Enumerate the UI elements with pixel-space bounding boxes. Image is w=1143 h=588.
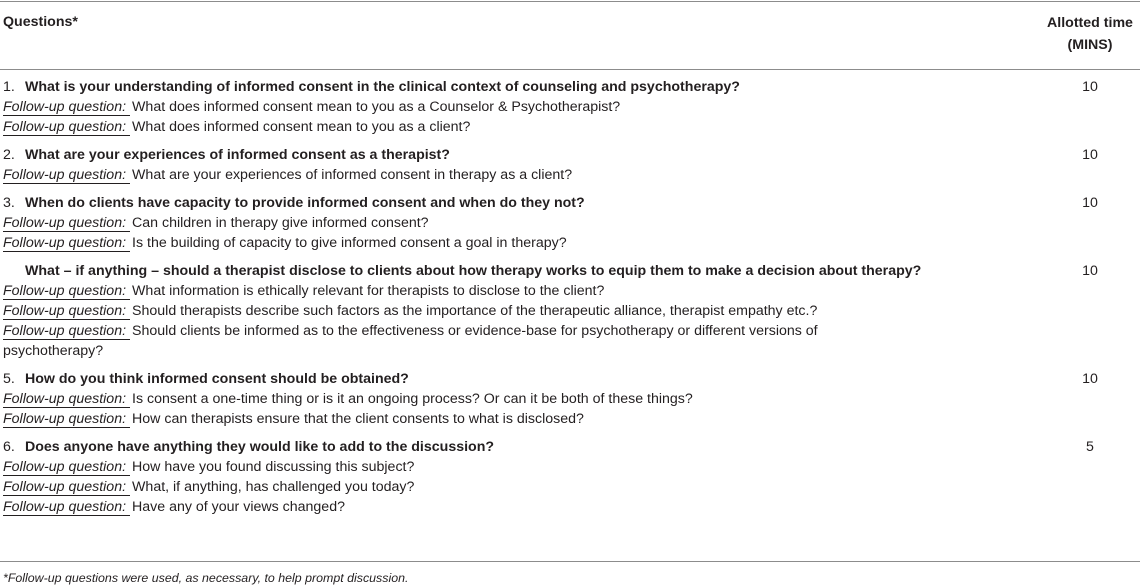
header-time-line1: Allotted time <box>1047 15 1133 31</box>
followup-label: Follow-up question: <box>3 411 130 428</box>
question-line <box>0 437 963 457</box>
followup-question <box>0 281 883 301</box>
followup-text: How can therapists ensure that the client consents to what is disclosed? <box>132 411 584 427</box>
followup-question <box>0 233 883 253</box>
question-number <box>3 261 25 281</box>
followup-text: What does informed consent mean to you as a client? <box>132 119 471 135</box>
followup-text: What does informed consent mean to you as a Counselor & Psychotherapist? <box>132 99 621 115</box>
followup-question <box>0 301 883 321</box>
table-footnote: *Follow-up questions were used, as necessary, to help prompt discussion. <box>3 571 409 585</box>
allotted-time-value: 10 <box>1082 79 1098 95</box>
followup-label: Follow-up question: <box>3 499 130 516</box>
followup-question <box>0 477 883 497</box>
table-row <box>0 261 1143 361</box>
table-row <box>0 145 1143 185</box>
allotted-time-value: 5 <box>1086 439 1094 455</box>
followup-text: What, if anything, has challenged you today? <box>132 479 415 495</box>
question-text: When do clients have capacity to provide informed consent and when do they not? <box>25 195 585 211</box>
followup-text: Should therapists describe such factors as the importance of the therapeutic alliance, therapist empathy etc.? <box>132 303 818 319</box>
followup-question <box>0 389 883 409</box>
question-text: How do you think informed consent should be obtained? <box>25 371 409 387</box>
question-text: What is your understanding of informed consent in the clinical context of counseling and psychotherapy? <box>25 79 740 95</box>
question-text: What are your experiences of informed consent as a therapist? <box>25 147 450 163</box>
followup-question <box>0 97 883 117</box>
followup-label: Follow-up question: <box>3 479 130 496</box>
table-body <box>0 77 1143 525</box>
followup-question <box>0 409 883 429</box>
question-line <box>0 369 963 389</box>
table-top-rule <box>0 1 1140 2</box>
followup-question <box>0 117 883 137</box>
question-number: 5. <box>3 371 15 387</box>
table-row <box>0 77 1143 137</box>
followup-label: Follow-up question: <box>3 323 130 340</box>
allotted-time-value: 10 <box>1082 195 1098 211</box>
followup-question <box>0 321 883 361</box>
question-text: What – if anything – should a therapist disclose to clients about how therapy works to equip them to make a decision about therapy? <box>25 263 922 279</box>
header-questions: Questions* <box>3 14 78 30</box>
followup-question <box>0 165 883 185</box>
question-number: 1. <box>3 79 15 95</box>
table-bottom-rule <box>0 561 1140 562</box>
followup-text: What are your experiences of informed consent in therapy as a client? <box>132 167 573 183</box>
question-number: 2. <box>3 147 15 163</box>
question-line <box>0 77 963 97</box>
followup-label: Follow-up question: <box>3 215 130 232</box>
allotted-time-value: 10 <box>1082 147 1098 163</box>
header-allotted-time <box>1040 12 1140 56</box>
followup-text: How have you found discussing this subject? <box>132 459 415 475</box>
followup-label: Follow-up question: <box>3 303 130 320</box>
followup-label: Follow-up question: <box>3 391 130 408</box>
followup-text: What information is ethically relevant for therapists to disclose to the client? <box>132 283 605 299</box>
table-row <box>0 193 1143 253</box>
followup-text: Is consent a one-time thing or is it an ongoing process? Or can it be both of these things? <box>132 391 693 407</box>
header-rule <box>0 69 1140 70</box>
table-row <box>0 437 1143 517</box>
followup-text: Can children in therapy give informed consent? <box>132 215 429 231</box>
followup-label: Follow-up question: <box>3 119 130 136</box>
followup-text: Have any of your views changed? <box>132 499 345 515</box>
question-line <box>0 193 963 213</box>
table-row <box>0 369 1143 429</box>
followup-label: Follow-up question: <box>3 99 130 116</box>
followup-question <box>0 213 883 233</box>
followup-question <box>0 497 883 517</box>
question-line <box>0 261 985 281</box>
question-text: Does anyone have anything they would like to add to the discussion? <box>25 439 495 455</box>
question-line <box>0 145 963 165</box>
followup-label: Follow-up question: <box>3 167 130 184</box>
followup-text: Is the building of capacity to give informed consent a goal in therapy? <box>132 235 567 251</box>
question-number: 3. <box>3 195 15 211</box>
followup-label: Follow-up question: <box>3 235 130 252</box>
followup-label: Follow-up question: <box>3 459 130 476</box>
followup-label: Follow-up question: <box>3 283 130 300</box>
followup-text: Should clients be informed as to the effectiveness or evidence-base for psychotherapy or different versions of psychotherapy? <box>3 323 818 359</box>
followup-question <box>0 457 883 477</box>
header-time-line2: (MINS) <box>1067 37 1113 53</box>
allotted-time-value: 10 <box>1082 263 1098 279</box>
question-number: 6. <box>3 439 15 455</box>
allotted-time-value: 10 <box>1082 371 1098 387</box>
